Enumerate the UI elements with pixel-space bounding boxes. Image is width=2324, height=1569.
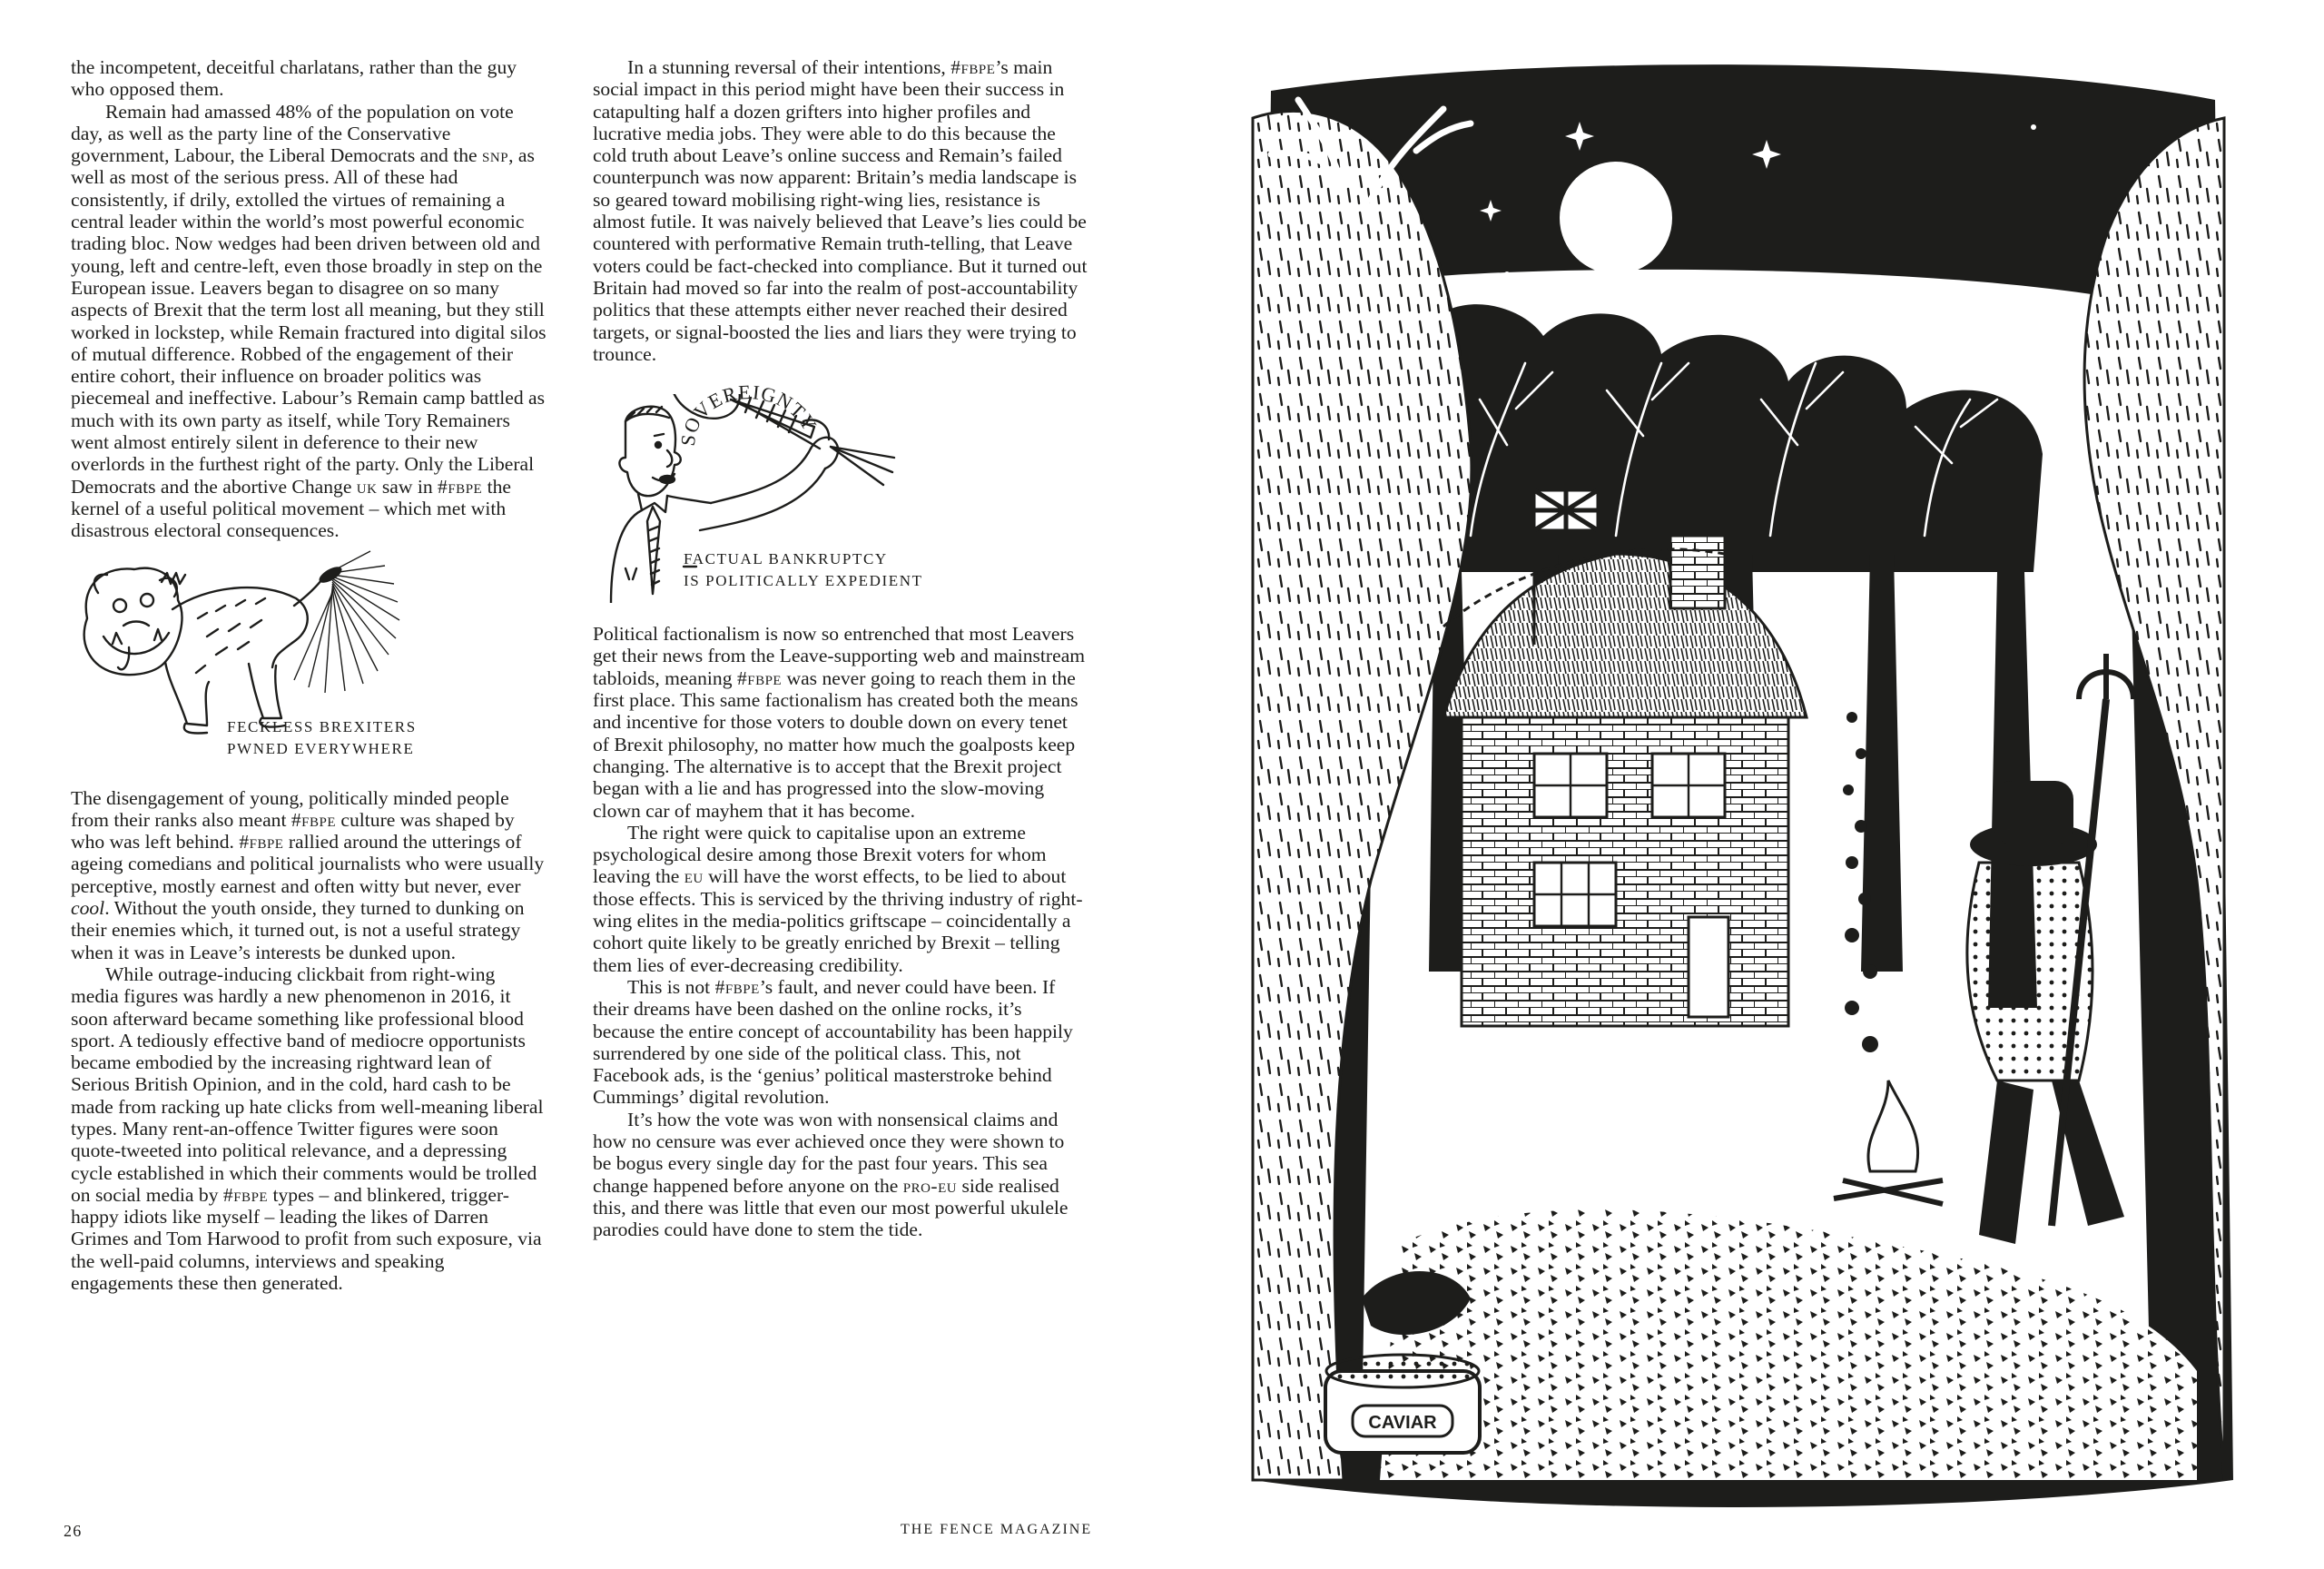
- text-column-right: [593, 56, 1088, 1240]
- svg-text:SOVEREIGNTY: SOVEREIGNTY: [676, 380, 822, 448]
- paragraph: The disengagement of young, politically minded people from their ranks also meant #fbpe culture was shaped by who was left behind. #fbpe rallied around the utterings of ageing comedians and political journalists who were usually perceptive, mostly earnest and often witty but never, ever cool. Without the youth onside, they turned to dunking on their enemies which, it turned out, is not a useful strategy when it was in Leave’s interests be dunked upon.: [71, 786, 545, 963]
- text-column-left: [71, 56, 547, 1294]
- sovereignty-text-arc: [676, 374, 822, 465]
- paragraph: The right were quick to capitalise upon an extreme psychological desire among those Brexit voters for whom leaving the eu will have the worst effects, to be lied to about those effects. This is serviced by the thriving industry of right-wing elites in the media-politics griftscape – coincidentally a cohort quite likely to be greatly enriched by Brexit – telling them lies of ever-decreasing credibility.: [593, 821, 1083, 976]
- bulldog-illustration: [71, 546, 547, 773]
- magazine-name: THE FENCE MAGAZINE: [901, 1522, 1093, 1537]
- paragraph: the incompetent, deceitful charlatans, rather than the guy who opposed them.: [71, 56, 517, 101]
- figure-caption: FACTUAL BANKRUPTCY IS POLITICALLY EXPEDIENT: [684, 550, 923, 590]
- svg-text:CAVIAR: CAVIAR: [1368, 1413, 1437, 1433]
- paragraph: Political factionalism is now so entrenched that most Leavers get their news from the Leave-supporting web and mainstream tabloids, meaning #fbpe was never going to reach them in the first place. This same factionalism has created both the means and incentive for those voters to double down on every tenet of Brexit philosophy, no matter how much the goalposts keep changing. The alternative is to accept that the Brexit project began with a lie and has progressed into the slow-moving clown car of mayhem that it has become.: [593, 623, 1086, 822]
- forest-cottage-illustration: [1235, 64, 2242, 1516]
- page-number: 26: [64, 1522, 83, 1540]
- paragraph: In a stunning reversal of their intentions, #fbpe’s main social impact in this period might have been their success in catapulting half a dozen grifters into higher profiles and lucrative media jobs. They were able to do this because the cold truth about Leave’s online success and Remain’s failed counterpunch was now apparent: Britain’s media landscape is so geared toward mobilising right-wing lies, resistance is almost futile. It was naively believed that Leave’s lies could be countered with performative Remain truth-telling, that Leave voters could be fact-checked into compliance. But it turned out Britain had moved so far into the realm of post-accountability politics that these attempts either never reached their desired targets, or signal-boosted the lies and liars they were trying to trounce.: [593, 56, 1088, 365]
- paragraph: While outrage-inducing clickbait from right-wing media figures was hardly a new phenomenon in 2016, it soon afterward became something like professional blood sport. A tediously effective band of mediocre opportunists became embodied by the increasing rightward lean of Serious British Opinion, and in the cold, hard cash to be made from racking up hate clicks from well-meaning liberal types. Many rent-an-offence Twitter figures were soon quote-tweeted into political relevance, and a depressing cycle established in which their comments would be trolled on social media by #fbpe types – and blinkered, trigger-happy idiots like myself – leading the likes of Darren Grimes and Tom Harwood to profit from such exposure, via the well-paid columns, interviews and speaking engagements these then generated.: [71, 962, 544, 1295]
- figure-caption: FECKLESS BREXITERS PWNED EVERYWHERE: [227, 717, 417, 757]
- forest-cottage-artwork: [1235, 64, 2242, 1516]
- paragraph: It’s how the vote was won with nonsensical claims and how no censure was ever achieved once they were shown to be bogus every single day for the past four years. This sea change happened before anyone on the pro-eu side realised this, and there was little that even our most powerful ukulele parodies could have done to stem the tide.: [593, 1108, 1068, 1241]
- paragraph: Remain had amassed 48% of the population on vote day, as well as the party line of the Conservative government, Labour, the Liberal Democrats and the snp, as well as most of the serious press. All of these had consistently, if drily, extolled the virtues of remaining a central leader within the world’s most powerful economic trading bloc. Now wedges had been driven between old and young, left and centre-left, even those broadly in step on the European issue. Leavers began to disagree on so many aspects of Brexit that the term lost all meaning, but they still worked in lockstep, while Remain fractured into digital silos of mutual difference. Robbed of the engagement of their entire cohort, their influence on broader politics was piecemeal and ineffective. Labour’s Remain camp battled as much with its own party as itself, while Tory Remainers went almost entirely silent in deference to their new overlords in the furthest right of the party. Only the Liberal Democrats and the abortive Change uk saw in #fbpe the kernel of a useful political movement – which met with disastrous electoral consequences.: [71, 100, 547, 542]
- paragraph: This is not #fbpe’s fault, and never could have been. If their dreams have been dashed on the online rocks, it’s because the entire concept of accountability has been happily surrendered by one side of the political class. This, not Facebook ads, is the ‘genius’ political masterstroke behind Cummings’ digital revolution.: [593, 975, 1073, 1109]
- sovereignty-man-illustration: [593, 380, 1088, 603]
